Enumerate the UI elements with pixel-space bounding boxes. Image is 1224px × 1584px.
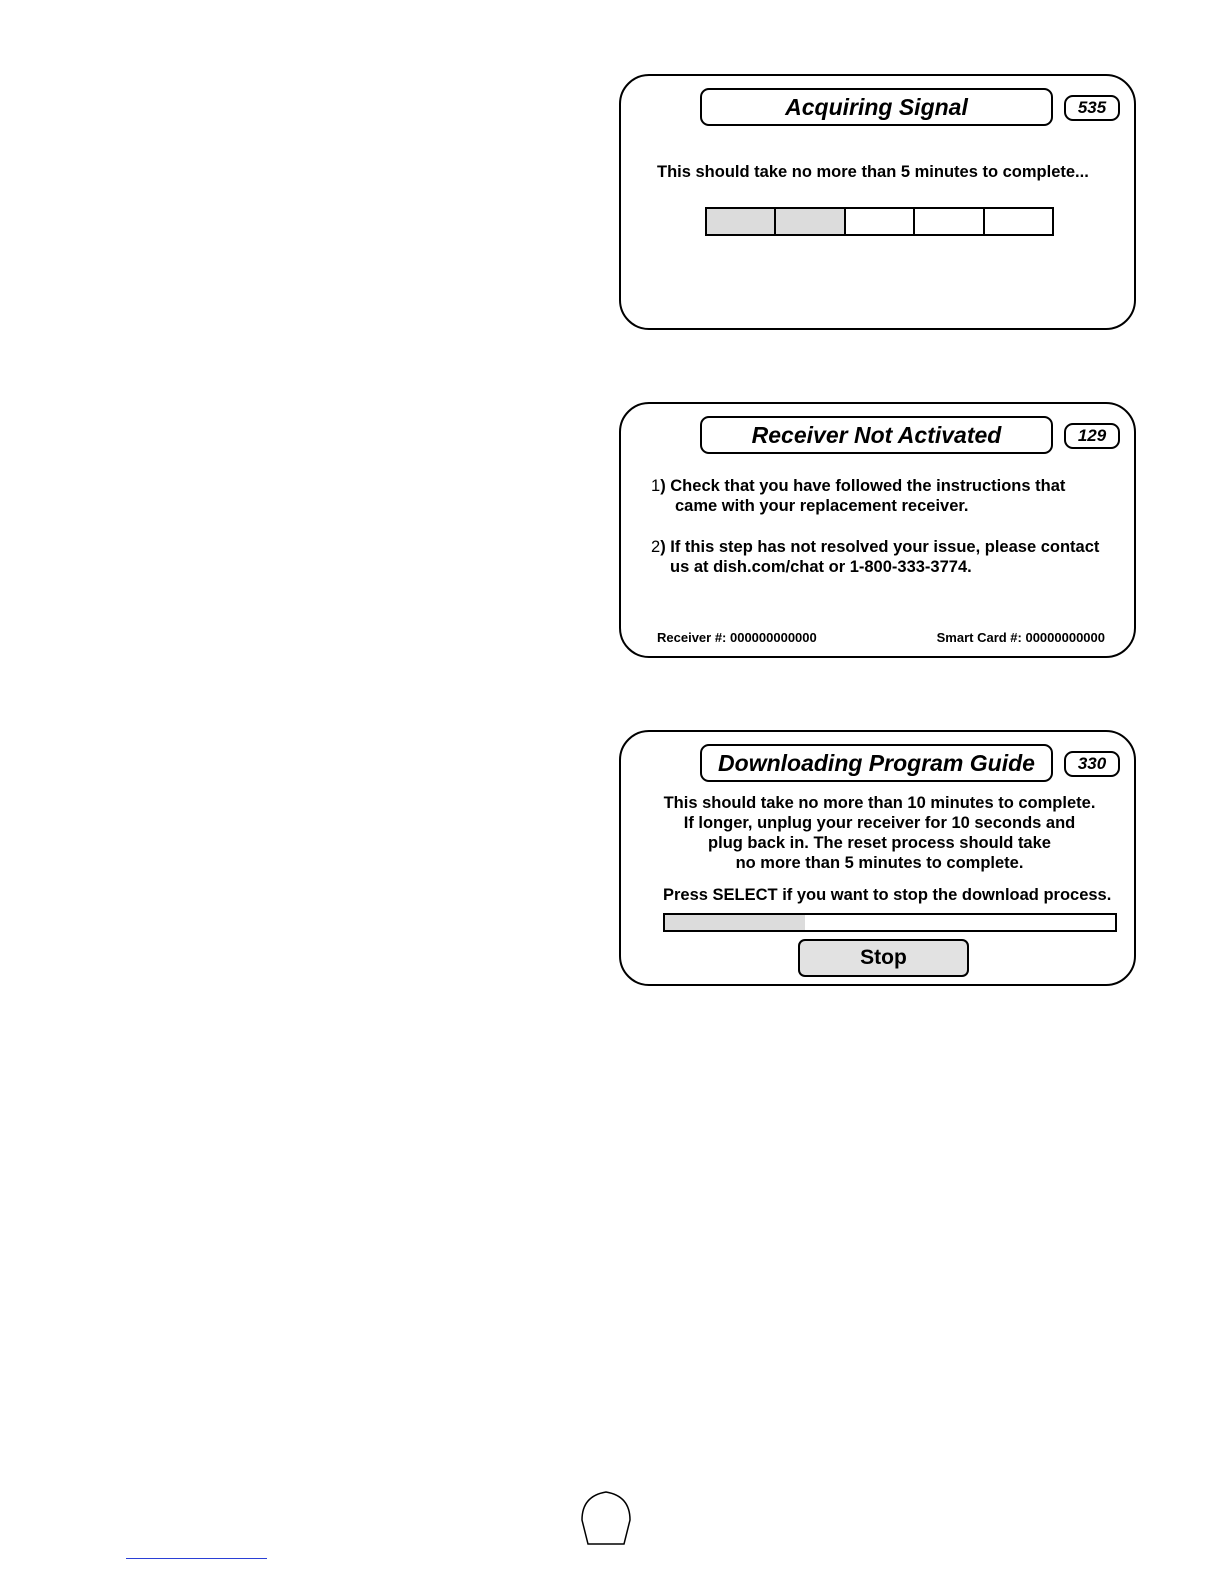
step-number: 1 [651,477,661,495]
instruction-step-2 [651,537,1121,577]
instruction-step-1 [651,476,1121,516]
error-code-badge: 535 [1064,95,1120,121]
progress-segment-empty [985,209,1052,234]
progress-segment-empty [846,209,915,234]
status-message [631,793,1128,873]
receiver-not-activated-screen [619,402,1136,658]
progress-segment-empty [915,209,984,234]
screen-title: Acquiring Signal [700,88,1053,126]
message-line: no more than 5 minutes to complete. [735,854,1024,872]
message-line: If longer, unplug your receiver for 10 seconds and [683,814,1076,832]
step-text-line1: ) If this step has not resolved your issue, please contact [660,538,1100,556]
receiver-number: Receiver #: 000000000000 [657,630,817,645]
footer-link-underline[interactable] [126,1558,267,1559]
message-line: This should take no more than 10 minutes to complete. [663,794,1096,812]
segmented-progress-bar [705,207,1054,236]
page-number-tab-icon [580,1490,632,1546]
step-number: 2 [651,538,661,556]
progress-segment-filled [776,209,845,234]
downloading-program-guide-screen [619,730,1136,986]
smart-card-number: Smart Card #: 00000000000 [936,630,1105,645]
step-text-line2: came with your replacement receiver. [675,497,969,515]
progress-segment-filled [707,209,776,234]
stop-button[interactable]: Stop [798,939,969,977]
step-text-line1: ) Check that you have followed the instructions that [660,477,1066,495]
screen-title: Downloading Program Guide [700,744,1053,782]
acquiring-signal-screen [619,74,1136,330]
progress-fill [665,915,805,930]
step-text-line2: us at dish.com/chat or 1-800-333-3774. [670,558,972,576]
error-code-badge: 330 [1064,751,1120,777]
status-message: This should take no more than 5 minutes to complete... [657,163,1089,181]
screen-title: Receiver Not Activated [700,416,1053,454]
download-progress-bar [663,913,1117,932]
message-line: plug back in. The reset process should take [708,834,1051,852]
error-code-badge: 129 [1064,423,1120,449]
select-hint: Press SELECT if you want to stop the download process. [663,886,1112,904]
